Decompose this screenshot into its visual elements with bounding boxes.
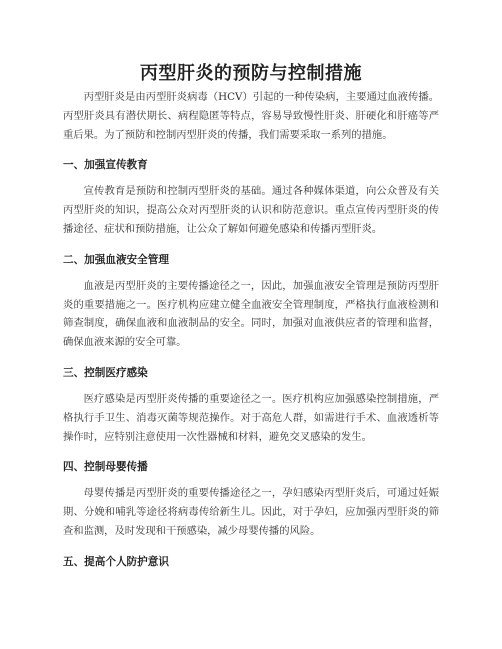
section-heading: 四、控制母婴传播	[63, 461, 148, 474]
page-title: 丙型肝炎的预防与控制措施	[140, 63, 362, 84]
section-mother-to-child	[63, 458, 439, 540]
section-heading: 五、提高个人防护意识	[63, 555, 169, 568]
section-paragraph: 母婴传播是丙型肝炎的重要传播途径之一，孕妇感染丙型肝炎后，可通过妊娠期、分娩和哺乳等途径将病毒传给新生儿。因此，对于孕妇，应加强丙型肝炎的筛查和监测，及时发现和干预感染，减少母婴传播的风险。	[63, 487, 439, 537]
section-paragraph: 医疗感染是丙型肝炎传播的重要途径之一。医疗机构应加强感染控制措施，严格执行手卫生、消毒灭菌等规范操作。对于高危人群，如需进行手术、血液透析等操作时，应特别注意使用一次性器械和材料，避免交叉感染的发生。	[63, 392, 439, 443]
section-heading: 一、加强宣传教育	[63, 159, 148, 172]
section-publicity	[63, 156, 439, 238]
section-blood-safety	[63, 251, 439, 352]
section-paragraph: 宣传教育是预防和控制丙型肝炎的基础。通过各种媒体渠道，向公众普及有关丙型肝炎的知识，提高公众对丙型肝炎的认识和防范意识。重点宣传丙型肝炎的传播途径、症状和预防措施，让公众了解如何避免感染和传播丙型肝炎。	[63, 185, 439, 235]
section-heading: 二、加强血液安全管理	[63, 253, 169, 266]
document-page	[63, 0, 439, 579]
section-heading: 三、控制医疗感染	[63, 366, 148, 379]
section-personal-protection	[63, 553, 439, 571]
section-paragraph: 血液是丙型肝炎的主要传播途径之一，因此，加强血液安全管理是预防丙型肝炎的重要措施之一。医疗机构应建立健全血液安全管理制度，严格执行血液检测和筛查制度，确保血液和血液制品的安全。同时，加强对血液供应者的管理和监督，确保血液来源的安全可靠。	[63, 279, 439, 349]
section-medical-infection	[63, 364, 439, 446]
intro-paragraph: 丙型肝炎是由丙型肝炎病毒（HCV）引起的一种传染病，主要通过血液传播。丙型肝炎具有潜伏期长、病程隐匿等特点，容易导致慢性肝炎、肝硬化和肝癌等严重后果。为了预防和控制丙型肝炎的传播，我们需要采取一系列的措施。	[63, 91, 439, 141]
